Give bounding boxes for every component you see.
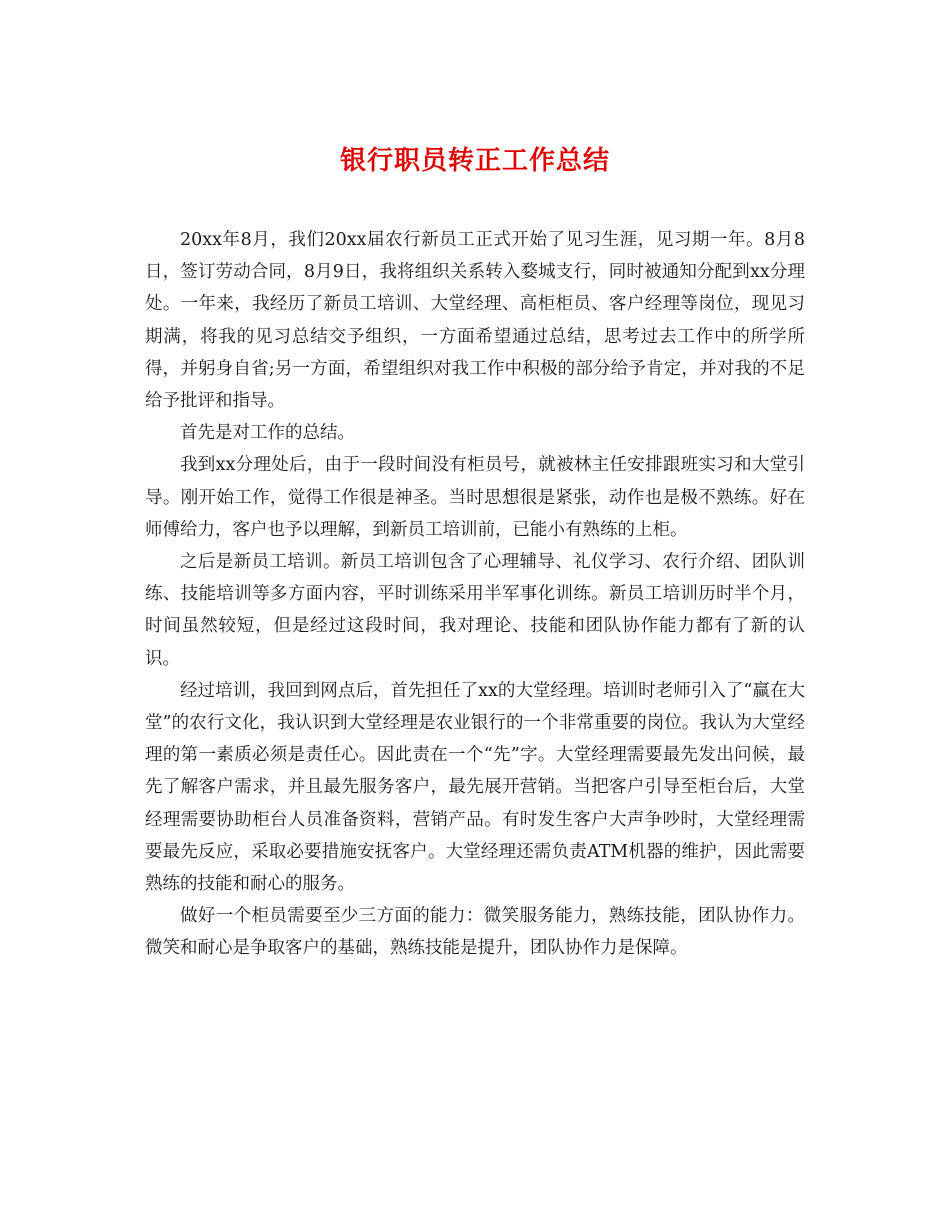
paragraph-lobby-manager: 经过培训，我回到网点后，首先担任了xx的大堂经理。培训时老师引入了“赢在大堂”的农行文化，我认识到大堂经理是农业银行的一个非常重要的岗位。我认为大堂经理的第一素质必须是责任心。因此责在一个“先”字。大堂经理需要最先发出问候，最先了解客户需求，并且最先服务客户，最先展开营销。当把客户引导至柜台后，大堂经理需要协助柜台人员准备资料，营销产品。有时发生客户大声争吵时，大堂经理需要最先反应，采取必要措施安抚客户。大堂经理还需负责ATM机器的维护，因此需要熟练的技能和耐心的服务。 [145,680,805,895]
document-title: 银行职员转正工作总结 [339,146,610,176]
paragraph-training: 之后是新员工培训。新员工培训包含了心理辅导、礼仪学习、农行介绍、团队训练、技能培训等多方面内容，平时训练采用半军事化训练。新员工培训历时半个月，时间虽然较短，但是经过这段时间，我对理论、技能和团队协作能力都有了新的认识。 [145,552,805,669]
paragraph-intro: 20xx年8月，我们20xx届农行新员工正式开始了见习生涯，见习期一年。8月8日，签订劳动合同，8月9日，我将组织关系转入婺城支行，同时被通知分配到xx分理处。一年来，我经历了新员工培训、大堂经理、高柜柜员、客户经理等岗位，现见习期满，将我的见习总结交予组织，一方面希望通过总结，思考过去工作中的所学所得，并躬身自省;另一方面，希望组织对我工作中积极的部分给予肯定，并对我的不足给予批评和指导。 [145,230,805,412]
paragraph-internship-start: 我到xx分理处后，由于一段时间没有柜员号，就被林主任安排跟班实习和大堂引导。刚开始工作，觉得工作很是神圣。当时思想很是紧张，动作也是极不熟练。好在师傅给力，客户也予以理解，到新员工培训前，已能小有熟练的上柜。 [145,455,805,540]
paragraph-work-summary-heading: 首先是对工作的总结。 [180,423,355,444]
paragraph-teller-abilities: 做好一个柜员需要至少三方面的能力：微笑服务能力，熟练技能，团队协作力。微笑和耐心是争取客户的基础，熟练技能是提升，团队协作力是保障。 [145,906,805,959]
document-page [145,138,805,965]
